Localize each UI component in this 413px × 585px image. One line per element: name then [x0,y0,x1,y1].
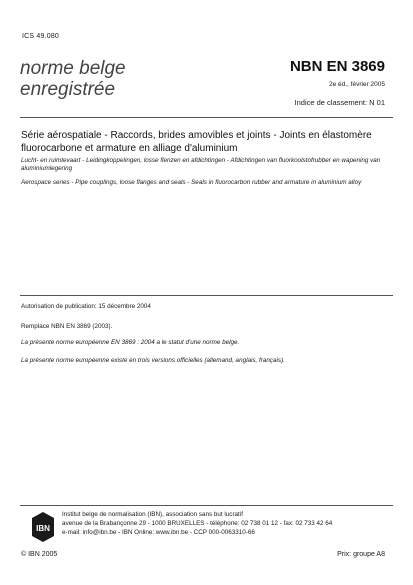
header-divider [20,117,393,118]
ibn-logo-icon [32,512,54,542]
replaces-note: Remplace NBN EN 3869 (2003). [21,323,113,330]
price-group: Prix: groupe A8 [337,551,385,558]
ics-code: ICS 49.080 [22,33,60,40]
edition-date: 2e éd., février 2005 [328,81,385,88]
institute-info [62,511,392,537]
brand-line-2: enregistrée [20,79,116,100]
title-english: Aerospace series - Pipe couplings, loose flanges and seals - Seals in fluorocarbon rubber and armature in aluminium alloy [21,179,362,186]
standard-number: NBN EN 3869 [289,58,385,75]
footer-divider [20,505,393,506]
copyright: © IBN 2005 [21,551,58,558]
institute-line-2: avenue de la Brabançonne 29 - 1000 BRUXELLES - téléphone: 02 738 01 12 - fax: 02 733 42 64 [62,519,333,527]
brand-line-1: norme belge [20,58,126,79]
brand-title [20,58,126,100]
publication-authorization: Autorisation de publication: 15 décembre 2004 [21,303,151,310]
notes-divider [20,295,393,296]
title-french: Série aérospatiale - Raccords, brides amovibles et joints - Joints en élastomère fluorocarbone et armature en alliage d'aluminium [21,130,372,154]
title-dutch: Lucht- en ruimtevaart - Leidingkoppelingen, losse flenzen en afdichtingen - Afdichtingen van fluorkoolstofrubber en wapening van aluminiumlegering [21,157,381,172]
status-note: La présente norme européenne EN 3869 : 2004 a le statut d'une norme belge. [21,339,240,346]
institute-line-3: e-mail: info@ibn.be - IBN Online: www.ibn.be - CCP 000-0063310-66 [62,528,255,536]
logo-text: IBN [36,524,50,533]
versions-note: La présente norme européenne existe en trois versions officielles (allemand, anglais, français). [21,357,285,364]
institute-line-1: Institut belge de normalisation (IBN), association sans but lucratif [62,511,243,518]
classification-index: Indice de classement: N 01 [294,98,385,107]
